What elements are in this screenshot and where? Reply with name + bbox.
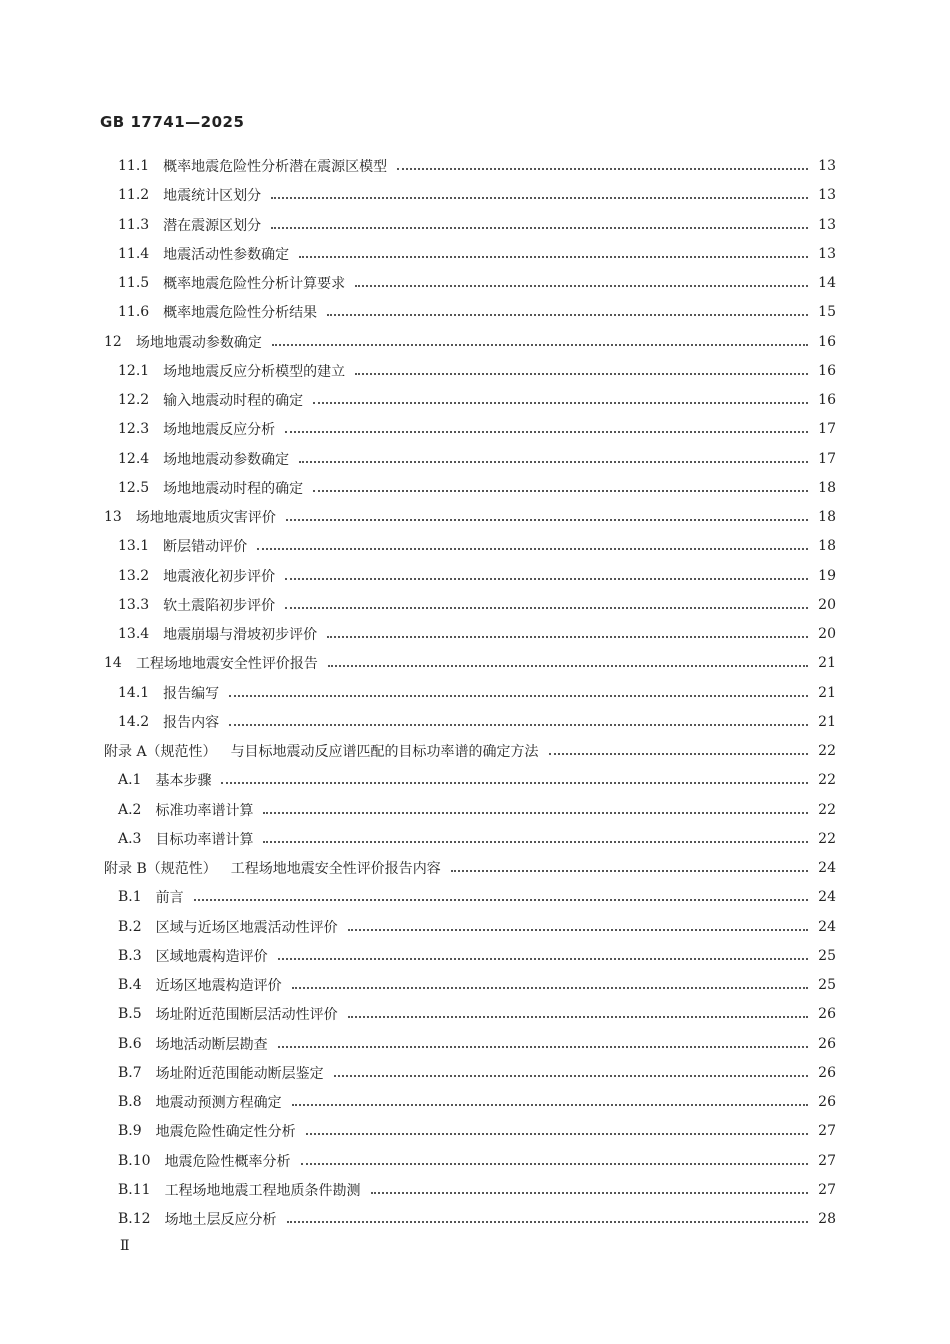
toc-entry-page: 22 (818, 802, 836, 818)
toc-entry[interactable] (118, 709, 836, 735)
toc-entry[interactable] (118, 1148, 836, 1174)
toc-entry-page: 20 (818, 626, 836, 642)
toc-entry[interactable] (104, 329, 836, 355)
toc-entry[interactable] (118, 241, 836, 267)
toc-entry-number: 11.4 (118, 246, 150, 262)
dot-leader (285, 578, 808, 580)
dot-leader (285, 431, 808, 433)
toc-entry-page: 13 (818, 158, 836, 174)
toc-entry-title: 区域地震构造评价 (155, 949, 268, 965)
dot-leader (229, 724, 808, 726)
toc-entry-number: 11.5 (118, 275, 150, 291)
dot-leader (263, 812, 808, 814)
toc-entry[interactable] (118, 1206, 836, 1232)
toc-entry[interactable] (118, 767, 836, 793)
dot-leader (327, 314, 808, 316)
toc-entry-title: 潜在震源区划分 (163, 218, 262, 234)
dot-leader (272, 344, 808, 346)
toc-entry[interactable] (118, 1089, 836, 1115)
dot-leader (285, 607, 808, 609)
toc-entry-page: 16 (818, 392, 836, 408)
toc-entry-title: 工程场地地震安全性评价报告 (135, 656, 318, 672)
toc-entry-number: A.1 (118, 772, 142, 788)
toc-entry-number: 13.3 (118, 597, 150, 613)
toc-entry-number: 13.1 (118, 538, 150, 554)
dot-leader (549, 753, 808, 755)
toc-entry-page: 26 (818, 1094, 836, 1110)
dot-leader (257, 548, 808, 550)
toc-entry-title: 工程场地地震工程地质条件勘测 (164, 1183, 361, 1199)
toc-entry[interactable] (118, 153, 836, 179)
toc-entry[interactable] (118, 621, 836, 647)
toc-entry-page: 19 (818, 568, 836, 584)
toc-entry-page: 24 (818, 860, 836, 876)
dot-leader (271, 227, 808, 229)
toc-entry[interactable] (118, 826, 836, 852)
toc-entry-number: B.10 (118, 1153, 151, 1169)
toc-entry-title: 标准功率谱计算 (155, 803, 254, 819)
toc-entry-number: 11.3 (118, 217, 150, 233)
toc-entry-title: 前言 (155, 890, 184, 906)
toc-entry-title: 场地地震动时程的确定 (163, 481, 304, 497)
toc-entry[interactable] (104, 855, 836, 881)
page-number-footer: Ⅱ (120, 1238, 130, 1254)
dot-leader (221, 782, 808, 784)
toc-entry-page: 15 (818, 304, 836, 320)
toc-entry-page: 25 (818, 977, 836, 993)
dot-leader (348, 929, 808, 931)
dot-leader (299, 461, 808, 463)
toc-entry-page: 20 (818, 597, 836, 613)
toc-entry-page: 27 (818, 1153, 836, 1169)
toc-entry[interactable] (104, 738, 836, 764)
toc-entry-title: 软土震陷初步评价 (163, 598, 276, 614)
toc-entry-title: 近场区地震构造评价 (155, 978, 282, 994)
toc-entry[interactable] (118, 387, 836, 413)
toc-entry-number: A.3 (118, 831, 142, 847)
toc-entry-number: 11.1 (118, 158, 150, 174)
toc-entry-title: 地震动预测方程确定 (155, 1095, 282, 1111)
toc-entry-title: 概率地震危险性分析计算要求 (163, 276, 346, 292)
toc-entry-title: 地震活动性参数确定 (163, 247, 290, 263)
dot-leader (286, 519, 808, 521)
toc-entry[interactable] (118, 1177, 836, 1203)
toc-entry-page: 14 (818, 275, 836, 291)
toc-entry[interactable] (118, 533, 836, 559)
toc-entry-number: 12.2 (118, 392, 150, 408)
toc-entry-page: 17 (818, 421, 836, 437)
toc-entry-page: 27 (818, 1182, 836, 1198)
toc-entry-number: 14.1 (118, 685, 150, 701)
toc-entry[interactable] (118, 212, 836, 238)
toc-entry-number: 14.2 (118, 714, 150, 730)
toc-entry-number: 12.1 (118, 363, 150, 379)
toc-entry[interactable] (118, 299, 836, 325)
toc-entry-title: 地震危险性确定性分析 (155, 1124, 296, 1140)
dot-leader (301, 1163, 808, 1165)
toc-entry[interactable] (118, 563, 836, 589)
toc-entry-page: 25 (818, 948, 836, 964)
toc-entry-title: 地震危险性概率分析 (164, 1154, 291, 1170)
toc-entry[interactable] (118, 358, 836, 384)
toc-entry-number: 12.5 (118, 480, 150, 496)
toc-entry-number: B.3 (118, 948, 142, 964)
toc-entry-number: B.8 (118, 1094, 142, 1110)
dot-leader (313, 490, 808, 492)
dot-leader (328, 665, 808, 667)
toc-entry-number: B.4 (118, 977, 142, 993)
toc-entry-page: 22 (818, 743, 836, 759)
toc-entry-title: 工程场地地震安全性评价报告内容 (230, 861, 441, 877)
toc-entry-number: 13 (104, 509, 122, 525)
toc-entry-title: 基本步骤 (155, 773, 212, 789)
toc-entry-page: 22 (818, 772, 836, 788)
dot-leader (313, 402, 808, 404)
toc-entry-page: 22 (818, 831, 836, 847)
toc-entry-number: 13.4 (118, 626, 150, 642)
dot-leader (355, 373, 808, 375)
dot-leader (292, 987, 808, 989)
toc-entry-number: B.12 (118, 1211, 151, 1227)
toc-entry-page: 26 (818, 1065, 836, 1081)
toc-entry-title: 与目标地震动反应谱匹配的目标功率谱的确定方法 (230, 744, 539, 760)
toc-entry-page: 26 (818, 1006, 836, 1022)
toc-entry-page: 21 (818, 714, 836, 730)
toc-entry[interactable] (118, 1001, 836, 1027)
dot-leader (355, 285, 808, 287)
toc-entry-title: 概率地震危险性分析潜在震源区模型 (163, 159, 388, 175)
toc-entry-title: 断层错动评价 (163, 539, 248, 555)
toc-entry-title: 场地地震地质灾害评价 (135, 510, 276, 526)
dot-leader (278, 958, 808, 960)
dot-leader (306, 1133, 808, 1135)
toc-entry-number: B.6 (118, 1036, 142, 1052)
toc-entry-page: 18 (818, 538, 836, 554)
toc-entry[interactable] (118, 446, 836, 472)
dot-leader (371, 1192, 808, 1194)
toc-entry-page: 17 (818, 451, 836, 467)
toc-entry[interactable] (118, 884, 836, 910)
toc-entry-page: 16 (818, 334, 836, 350)
dot-leader (271, 197, 808, 199)
toc-entry-number: 13.2 (118, 568, 150, 584)
toc-entry-title: 报告编写 (163, 686, 220, 702)
toc-entry[interactable] (118, 797, 836, 823)
dot-leader (348, 1016, 808, 1018)
toc-entry[interactable] (104, 504, 836, 530)
toc-entry-page: 13 (818, 217, 836, 233)
dot-leader (334, 1075, 808, 1077)
toc-entry-title: 场地地震动参数确定 (163, 452, 290, 468)
toc-entry-number: B.5 (118, 1006, 142, 1022)
toc-entry-page: 13 (818, 246, 836, 262)
toc-entry[interactable] (118, 1031, 836, 1057)
toc-entry[interactable] (118, 1118, 836, 1144)
toc-entry-number: 附录 B（规范性） (104, 861, 217, 877)
dot-leader (263, 841, 808, 843)
toc-entry-page: 18 (818, 509, 836, 525)
toc-entry-number: A.2 (118, 802, 142, 818)
toc-entry-title: 场地地震动参数确定 (135, 335, 262, 351)
toc-entry-page: 28 (818, 1211, 836, 1227)
toc-entry-title: 场地土层反应分析 (164, 1212, 277, 1228)
toc-entry-number: 附录 A（规范性） (104, 744, 217, 760)
toc-entry[interactable] (118, 1060, 836, 1086)
toc-entry-number: B.9 (118, 1123, 142, 1139)
dot-leader (327, 636, 808, 638)
toc-entry-number: 11.6 (118, 304, 150, 320)
toc-entry-number: 12.3 (118, 421, 150, 437)
toc-entry-title: 场址附近范围能动断层鉴定 (155, 1066, 324, 1082)
toc-entry-number: 11.2 (118, 187, 150, 203)
dot-leader (299, 256, 808, 258)
toc-entry-number: 14 (104, 655, 122, 671)
toc-entry[interactable] (118, 680, 836, 706)
toc-entry-number: 12.4 (118, 451, 150, 467)
toc-entry-page: 27 (818, 1123, 836, 1139)
toc-entry-title: 输入地震动时程的确定 (163, 393, 304, 409)
toc-entry-title: 地震统计区划分 (163, 188, 262, 204)
toc-entry-page: 21 (818, 655, 836, 671)
dot-leader (292, 1104, 808, 1106)
toc-entry-page: 13 (818, 187, 836, 203)
toc-entry[interactable] (118, 914, 836, 940)
toc-entry-title: 区域与近场区地震活动性评价 (155, 920, 338, 936)
toc-entry-page: 18 (818, 480, 836, 496)
dot-leader (278, 1046, 808, 1048)
toc-entry-title: 场址附近范围断层活动性评价 (155, 1007, 338, 1023)
toc-entry-page: 26 (818, 1036, 836, 1052)
toc-entry-number: 12 (104, 334, 122, 350)
dot-leader (397, 168, 808, 170)
toc-entry-title: 地震液化初步评价 (163, 569, 276, 585)
dot-leader (194, 899, 808, 901)
toc-entry[interactable] (118, 972, 836, 998)
toc-entry-number: B.1 (118, 889, 142, 905)
toc-entry-page: 24 (818, 919, 836, 935)
toc-entry[interactable] (118, 475, 836, 501)
toc-entry[interactable] (118, 592, 836, 618)
toc-entry-title: 报告内容 (163, 715, 220, 731)
dot-leader (229, 695, 808, 697)
toc-entry-title: 场地活动断层勘查 (155, 1037, 268, 1053)
toc-entry-title: 概率地震危险性分析结果 (163, 305, 318, 321)
toc-entry-page: 16 (818, 363, 836, 379)
toc-entry-page: 24 (818, 889, 836, 905)
toc-entry-title: 场地地震反应分析模型的建立 (163, 364, 346, 380)
toc-entry-title: 地震崩塌与滑坡初步评价 (163, 627, 318, 643)
toc-entry-title: 目标功率谱计算 (155, 832, 254, 848)
toc-entry-title: 场地地震反应分析 (163, 422, 276, 438)
toc-entry[interactable] (118, 270, 836, 296)
dot-leader (451, 870, 808, 872)
toc-entry[interactable] (118, 182, 836, 208)
toc-entry-number: B.11 (118, 1182, 151, 1198)
toc-entry[interactable] (118, 943, 836, 969)
toc-entry-number: B.7 (118, 1065, 142, 1081)
standard-code-header: GB 17741—2025 (100, 113, 245, 131)
toc-entry[interactable] (104, 650, 836, 676)
toc-entry-number: B.2 (118, 919, 142, 935)
dot-leader (287, 1221, 808, 1223)
toc-entry-page: 21 (818, 685, 836, 701)
toc-entry[interactable] (118, 416, 836, 442)
